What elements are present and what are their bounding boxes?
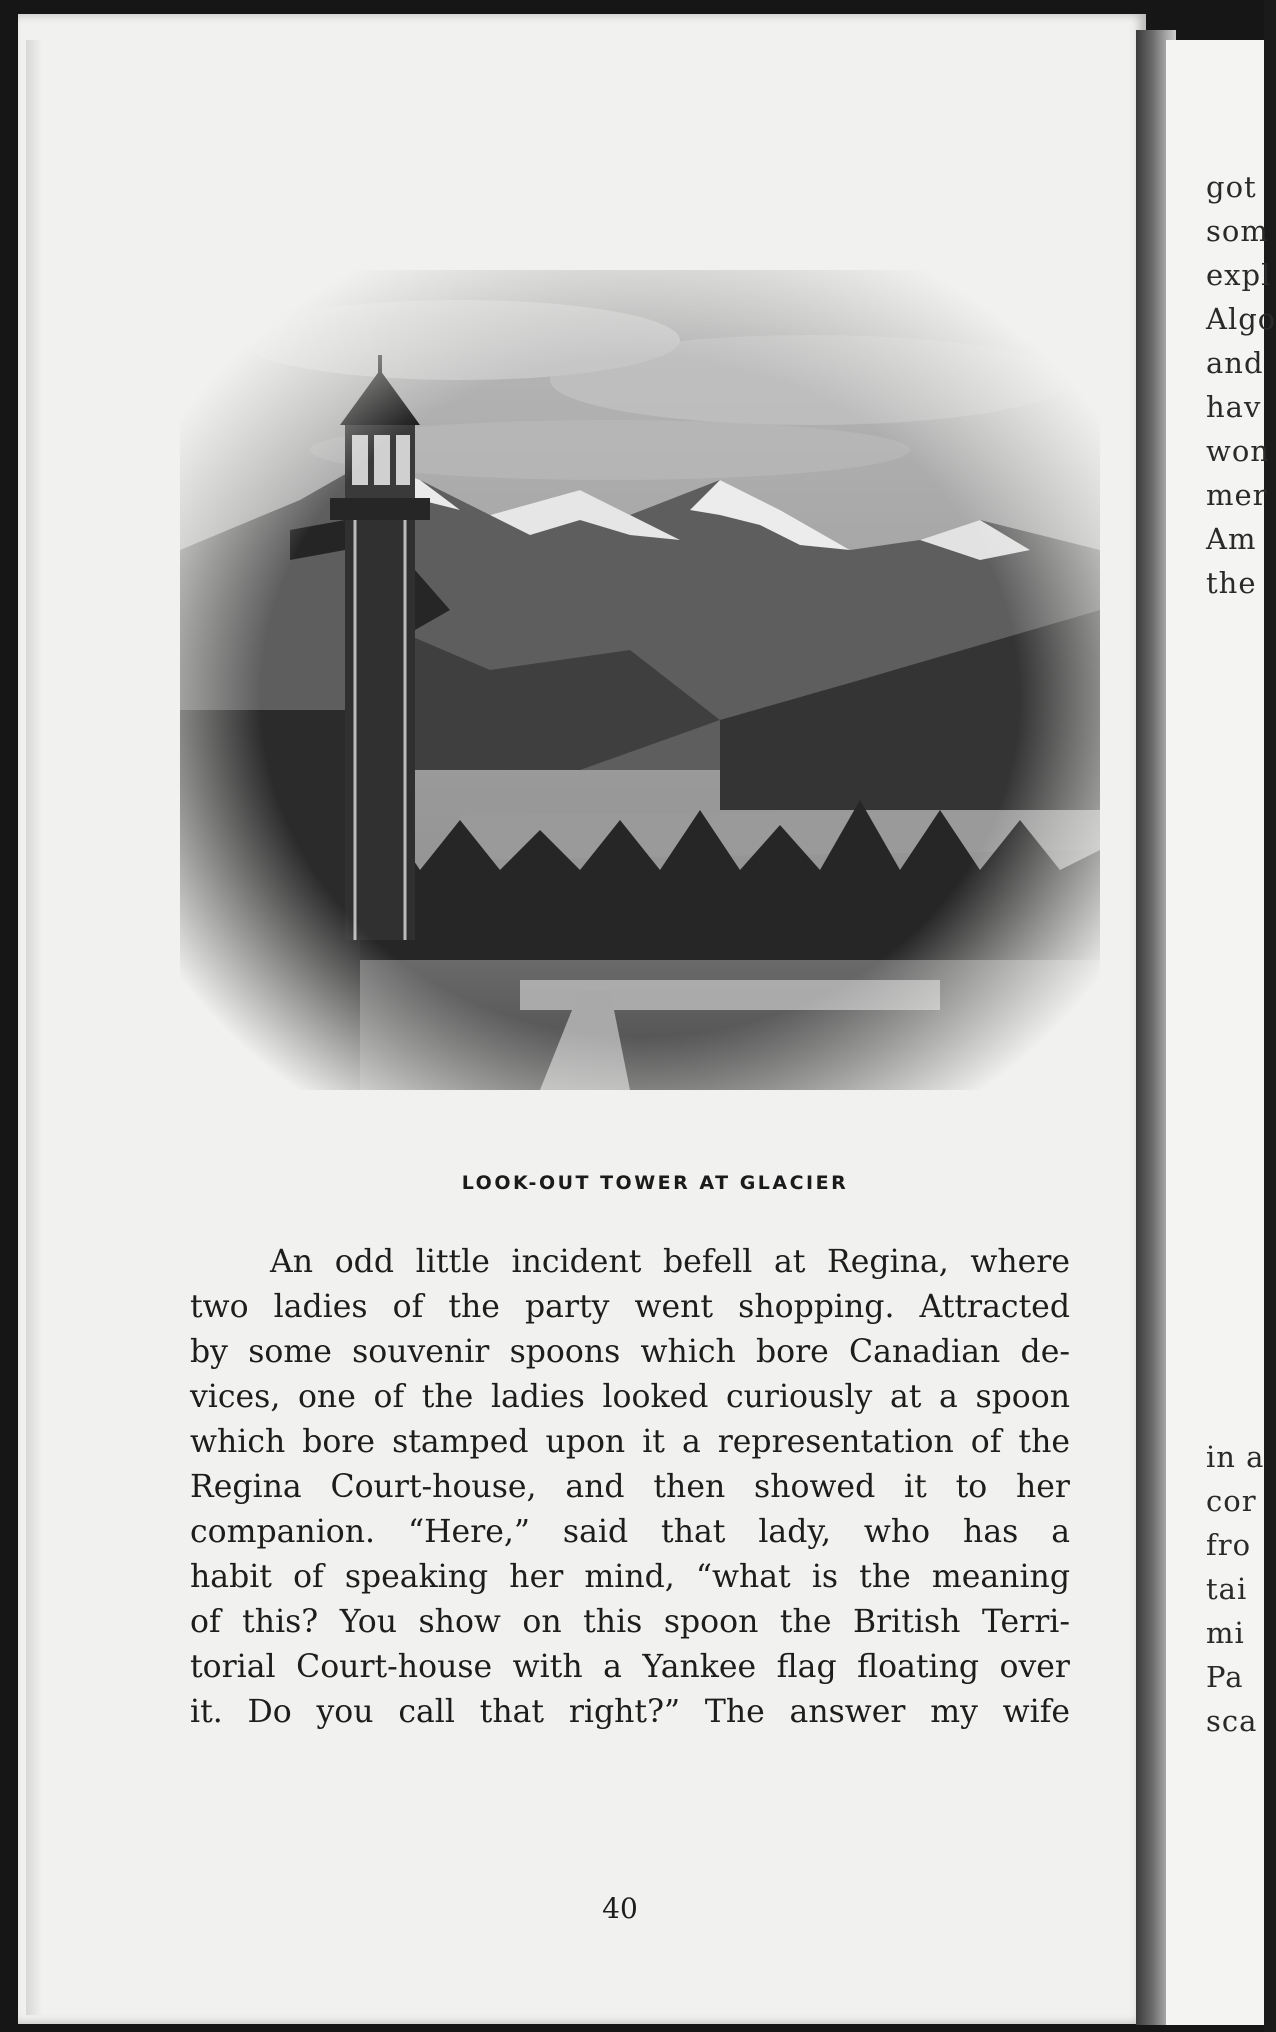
text-line: companion. “Here,” said that lady, who has a [190,1514,1070,1550]
text-line: which bore stamped upon it a representation of the [190,1424,1070,1460]
page-number: 40 [602,1892,638,1925]
text-line: by some souvenir spoons which bore Canadian de- [190,1334,1070,1370]
right-page-text-fragment: got [1206,170,1257,204]
right-page-text-fragment: sca [1206,1704,1258,1738]
right-page-text-fragment: and [1206,346,1264,380]
right-page-text-fragment: cor [1206,1484,1257,1518]
text-line: habit of speaking her mind, “what is the meaning [190,1559,1070,1595]
vignette [160,250,1120,1110]
figure-caption: LOOK-OUT TOWER AT GLACIER [461,1172,849,1194]
text-line: of this? You show on this spoon the British Terri- [190,1604,1070,1640]
right-page-text-fragment: Algo [1206,302,1276,336]
right-page-text-fragment: Am [1206,522,1257,556]
text-line: it. Do you call that right?” The answer my wife [190,1694,1070,1730]
text-line: torial Court-house with a Yankee flag floating over [190,1649,1070,1685]
right-page-text-fragment: fro [1206,1528,1252,1562]
right-page-text-fragment: in a [1206,1440,1265,1474]
text-line: two ladies of the party went shopping. Attracted [190,1289,1070,1325]
right-page-text-fragment: mer [1206,478,1268,512]
text-line: An odd little incident befell at Regina, where [270,1244,1070,1280]
right-page-text-fragment: tai [1206,1572,1248,1606]
right-page-fragment [1166,40,1276,2025]
right-page-text-fragment: Pa [1206,1660,1244,1694]
body-paragraph [190,1240,1070,1735]
text-line: vices, one of the ladies looked curiously at a spoon [190,1379,1070,1415]
page-edge [26,40,42,2015]
right-page-text-fragment: hav [1206,390,1262,424]
right-page-text-fragment: the [1206,566,1257,600]
right-page-text-fragment: expl [1206,258,1272,292]
lookout-tower-photo [160,250,1120,1110]
text-line: Regina Court-house, and then showed it to her [190,1469,1070,1505]
right-page-text-fragment: mi [1206,1616,1245,1650]
right-page-text-fragment: som [1206,214,1269,248]
right-page-text-fragment: won [1206,434,1270,468]
